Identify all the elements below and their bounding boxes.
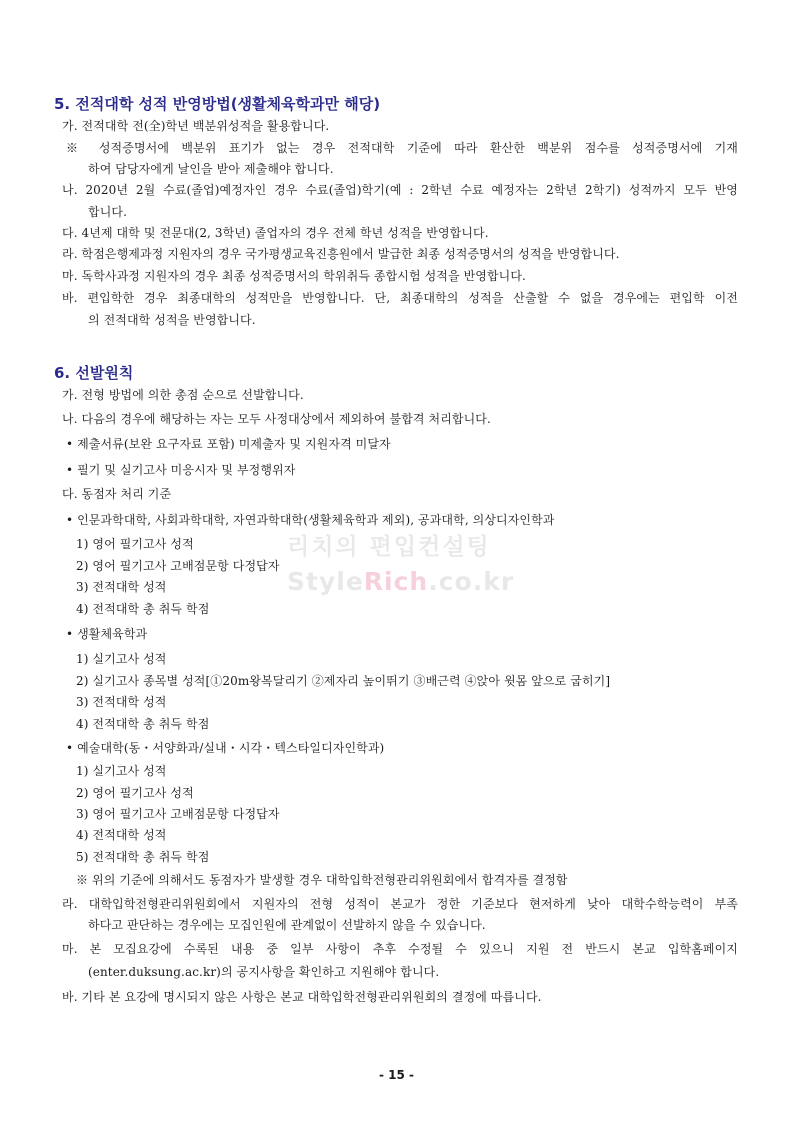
s6-g3-rule-5: 5) 전적대학 총 취득 학점	[76, 850, 210, 864]
s6-group-1: • 인문과학대학, 사회과학대학, 자연과학대학(생활체육학과 제외), 공과대학, 의상디자인학과	[66, 513, 555, 527]
s6-g2-rule-4: 4) 전적대학 총 취득 학점	[76, 717, 210, 731]
s6-g3-rule-3: 3) 영어 필기고사 고배점문항 다정답자	[76, 807, 280, 821]
s6-item-ga: 가. 전형 방법에 의한 총점 순으로 선발합니다.	[62, 388, 304, 402]
s6-bullet-1: • 제출서류(보완 요구자료 포함) 미제출자 및 지원자격 미달자	[66, 437, 391, 451]
s5-item-da: 다. 4년제 대학 및 전문대(2, 3학년) 졸업자의 경우 전체 학년 성적을 반영합니다.	[62, 226, 489, 240]
watermark-text: 리치의 편입컨설팅	[287, 534, 491, 560]
s6-g2-rule-3: 3) 전적대학 성적	[76, 695, 167, 709]
s5-item-ma: 마. 독학사과정 지원자의 경우 최종 성적증명서의 학위취득 종합시험 성적을 반영합니다.	[62, 269, 526, 283]
s6-g1-rule-2: 2) 영어 필기고사 고배점문항 다정답자	[76, 559, 280, 573]
s6-g1-rule-1: 1) 영어 필기고사 성적	[76, 537, 194, 551]
s6-item-ma-cont: (enter.duksung.ac.kr)의 공지사항을 확인하고 지원해야 합니다.	[88, 965, 440, 979]
s6-note: ※ 위의 기준에 의해서도 동점자가 발생할 경우 대학입학전형관리위원회에서 합격자를 결정함	[76, 873, 568, 887]
s6-g2-rule-1: 1) 실기고사 성적	[76, 652, 167, 666]
s6-item-ma: 마. 본 모집요강에 수록된 내용 중 일부 사항이 추후 수정될 수 있으니 지원 전 반드시 본교 입학홈페이지	[62, 942, 738, 956]
s6-item-ra-cont: 하다고 판단하는 경우에는 모집인원에 관계없이 선발하지 않을 수 있습니다.	[88, 918, 486, 932]
s6-g3-rule-2: 2) 영어 필기고사 성적	[76, 786, 194, 800]
s5-item-ba: 바. 편입학한 경우 최종대학의 성적만을 반영합니다. 단, 최종대학의 성적을 산출할 수 없을 경우에는 편입학 이전	[62, 291, 738, 305]
s5-note-cont: 하여 담당자에게 날인을 받아 제출해야 합니다.	[88, 162, 334, 176]
section-5-title: 5. 전적대학 성적 반영방법(생활체육학과만 해당)	[54, 95, 381, 113]
s6-bullet-2: • 필기 및 실기고사 미응시자 및 부정행위자	[66, 463, 296, 477]
s6-item-ra: 라. 대학입학전형관리위원회에서 지원자의 전형 성적이 본교가 정한 기준보다 현저하게 낮아 대학수학능력이 부족	[62, 897, 738, 911]
s5-item-ra: 라. 학점은행제과정 지원자의 경우 국가평생교육진흥원에서 발급한 최종 성적증명서의 성적을 반영합니다.	[62, 247, 620, 261]
s5-item-ba-cont: 의 전적대학 성적을 반영합니다.	[88, 313, 256, 327]
watermark-url	[287, 567, 514, 596]
s6-g2-rule-2: 2) 실기고사 종목별 성적[①20m왕복달리기 ②제자리 높이뛰기 ③배근력 ④앉아 윗몸 앞으로 굽히기]	[76, 674, 611, 688]
s6-item-da: 다. 동점자 처리 기준	[62, 487, 172, 501]
s6-g1-rule-4: 4) 전적대학 총 취득 학점	[76, 602, 210, 616]
s5-item-na-cont: 합니다.	[88, 205, 127, 219]
s6-g1-rule-3: 3) 전적대학 성적	[76, 580, 167, 594]
s6-item-ba: 바. 기타 본 요강에 명시되지 않은 사항은 본교 대학입학전형관리위원회의 결정에 따릅니다.	[62, 990, 542, 1004]
watermark-url-a: Style	[287, 567, 364, 596]
s6-group-3: • 예술대학(동・서양화과/실내・시각・텍스타일디자인학과)	[66, 741, 385, 755]
s5-item-ga: 가. 전적대학 전(全)학년 백분위성적을 활용합니다.	[62, 119, 330, 133]
s6-item-na: 나. 다음의 경우에 해당하는 자는 모두 사정대상에서 제외하여 불합격 처리합니다.	[62, 412, 491, 426]
watermark-url-b: Rich	[363, 567, 429, 596]
s6-g3-rule-4: 4) 전적대학 성적	[76, 828, 167, 842]
section-6-title: 6. 선발원칙	[54, 364, 134, 382]
s6-g3-rule-1: 1) 실기고사 성적	[76, 764, 167, 778]
s5-item-na: 나. 2020년 2월 수료(졸업)예정자인 경우 수료(졸업)학기(예 : 2학년 수료 예정자는 2학년 2학기) 성적까지 모두 반영	[62, 183, 738, 197]
page-number: - 15 -	[378, 1068, 414, 1082]
watermark-url-c: .co.kr	[428, 567, 515, 596]
s6-group-2: • 생활체육학과	[66, 627, 148, 641]
s5-note: ※ 성적증명서에 백분위 표기가 없는 경우 전적대학 기준에 따라 환산한 백분위 점수를 성적증명서에 기재	[66, 141, 738, 155]
